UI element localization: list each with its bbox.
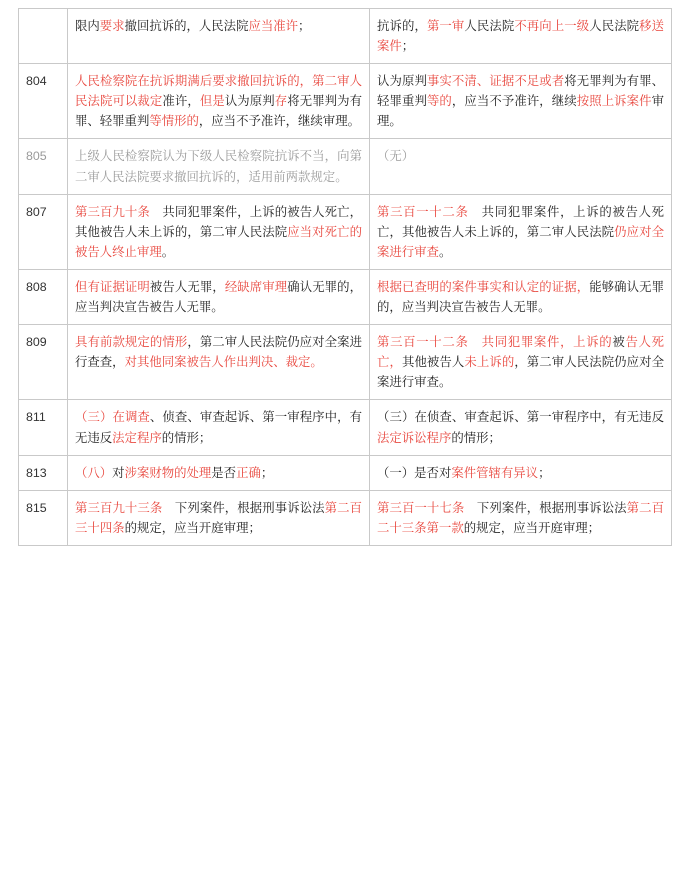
highlighted-text: 移送案件	[377, 19, 665, 54]
body-text: 。	[161, 244, 175, 259]
body-text: 人民法院	[589, 19, 640, 33]
row-right-text	[370, 139, 672, 194]
body-text: 抗诉的，	[377, 19, 427, 33]
body-text: 的规定，应当开庭审理；	[124, 520, 261, 535]
row-right-text	[370, 9, 672, 64]
body-text: 准许，	[162, 94, 200, 109]
body-text: 将无罪判为有罪、轻罪重判	[75, 94, 363, 129]
highlighted-text: 案件管辖有异议	[451, 465, 539, 480]
row-number: 805	[19, 139, 68, 194]
body-text: ；	[298, 19, 311, 33]
body-text: 下列案件，根据刑事诉讼法	[464, 500, 627, 515]
highlighted-text: 存	[274, 94, 288, 109]
body-text: 被	[612, 335, 626, 350]
body-text: ；	[538, 465, 551, 480]
highlighted-text: 仍应对全案进行审查	[377, 224, 665, 259]
row-number: 808	[19, 269, 68, 324]
body-text: （无）	[377, 149, 415, 164]
row-left-text	[68, 194, 370, 269]
highlighted-text: 调查	[124, 410, 150, 425]
table-row	[19, 455, 672, 490]
row-right-text	[370, 325, 672, 400]
highlighted-text: 法定程序	[112, 430, 162, 445]
highlighted-text: 法定诉讼程序	[377, 430, 452, 445]
body-text: 将无罪判为有罪、轻罪重判	[377, 74, 665, 109]
highlighted-text: 但有证据证明	[75, 279, 150, 294]
highlighted-text: 告人死亡，	[377, 335, 665, 370]
highlighted-text: 未上诉的	[464, 355, 515, 370]
highlighted-text: 第三百一十七条	[377, 500, 465, 515]
row-right-text	[370, 194, 672, 269]
highlighted-text: 要求	[99, 19, 125, 33]
row-number: 807	[19, 194, 68, 269]
comparison-table	[18, 8, 672, 546]
table-row	[19, 194, 672, 269]
body-text: 撤回抗诉的，人民法院	[124, 19, 249, 33]
body-text: ，应当不予准许，继续	[451, 94, 577, 109]
body-text: 共同犯罪案件，上诉的被告人死亡，其他被告人未上诉的，第二审人民法院	[75, 204, 363, 239]
row-number: 813	[19, 455, 68, 490]
row-left-text	[68, 139, 370, 194]
highlighted-text: 正确	[236, 465, 261, 480]
body-text: 对	[112, 465, 125, 480]
body-text: 能够确认无罪的，应当判决宣告被告人无罪。	[377, 279, 665, 315]
row-right-text	[370, 490, 672, 545]
body-text: 被告人无罪，	[149, 279, 225, 294]
body-text: 、侦查、审查起诉、第一审程序中，有无违反	[75, 410, 363, 445]
row-left-text	[68, 490, 370, 545]
row-number: 809	[19, 325, 68, 400]
highlighted-text: （八）	[75, 465, 113, 480]
body-text: 共同犯罪案件，上诉的被告人死亡，其他被告人未上诉的，第二审人民法院	[377, 204, 665, 239]
body-text: 是否	[211, 465, 237, 480]
highlighted-text: （三）在	[75, 410, 125, 425]
row-left-text	[68, 325, 370, 400]
table-row	[19, 400, 672, 455]
highlighted-text: 按照上诉案件	[576, 94, 652, 109]
table-row	[19, 325, 672, 400]
highlighted-text: 涉案财物的处理	[124, 465, 212, 480]
body-text: 下列案件，根据刑事诉讼法	[162, 500, 325, 515]
body-text: （一）是否对	[377, 465, 452, 480]
row-number	[19, 9, 68, 64]
row-left-text	[68, 64, 370, 139]
table-row	[19, 490, 672, 545]
highlighted-text: 经缺席审理	[224, 279, 288, 294]
body-text: 的规定，应当开庭审理；	[463, 520, 601, 535]
body-text: ，应当不予准许，继续审理。	[198, 114, 360, 129]
table-row	[19, 269, 672, 324]
row-number: 815	[19, 490, 68, 545]
row-number: 811	[19, 400, 68, 455]
body-text: 其他被告人	[401, 355, 465, 370]
body-text: 的情形；	[451, 430, 501, 445]
body-text: （三）在侦查、审查起诉、第一审程序中，有无违反	[377, 410, 664, 425]
highlighted-text: 不再向上一级	[514, 19, 590, 33]
highlighted-text: 具有前款规定的情形	[75, 335, 188, 350]
highlighted-text: 等情形的	[149, 114, 199, 129]
row-right-text	[370, 269, 672, 324]
row-right-text	[370, 455, 672, 490]
row-right-text	[370, 400, 672, 455]
body-text: ，第二审人民法院仍应对全案进行审查。	[377, 355, 665, 390]
highlighted-text: 第二百二十三条第一款	[377, 500, 665, 535]
highlighted-text: 事实不清、证据不足或者	[426, 74, 565, 89]
highlighted-text: 第三百九十条	[75, 204, 150, 219]
highlighted-text: 但是	[199, 94, 225, 109]
highlighted-text: 等的	[426, 94, 452, 109]
body-text: ；	[260, 465, 274, 480]
highlighted-text: 人民检察院在抗诉期满后要求撤回抗诉的，第二审人民法院可以裁定	[75, 74, 362, 109]
row-left-text	[68, 269, 370, 324]
body-text: 上级人民检察院认为下级人民检察院抗诉不当，向第二审人民法院要求撤回抗诉的，适用前两款规定。	[75, 149, 362, 184]
body-text: 人民法院	[464, 19, 515, 33]
highlighted-text: 根据已查明的案件事实和认定的证据，	[377, 279, 590, 294]
highlighted-text: 第一审	[426, 19, 465, 33]
body-text: 认为原判	[224, 94, 275, 109]
row-number: 804	[19, 64, 68, 139]
body-text: 审理。	[377, 94, 665, 129]
body-text: 认为原判	[377, 74, 427, 89]
row-right-text	[370, 64, 672, 139]
highlighted-text: 第二百三十四条	[75, 500, 363, 535]
highlighted-text: 应当对死亡的被告人终止审理	[75, 224, 363, 259]
body-text: 的情形；	[161, 430, 212, 445]
row-left-text	[68, 9, 370, 64]
body-text: 。	[438, 244, 452, 259]
highlighted-text: 第三百一十二条	[377, 204, 469, 219]
highlighted-text: 第三百一十二条 共同犯罪案件，上诉的	[377, 335, 613, 350]
body-text: 限内	[75, 19, 100, 33]
body-text: ；	[401, 39, 415, 54]
body-text: 确认无罪的，应当判决宣告被告人无罪。	[75, 279, 363, 315]
row-left-text	[68, 400, 370, 455]
highlighted-text: 第三百九十三条	[75, 500, 163, 515]
table-row	[19, 64, 672, 139]
highlighted-text: 应当准许	[248, 19, 299, 33]
row-left-text	[68, 455, 370, 490]
table-row	[19, 9, 672, 64]
table-row	[19, 139, 672, 194]
body-text: ，第二审人民法院仍应对全案进行查查，	[75, 335, 363, 370]
highlighted-text: 对其他同案被告人作出判决、裁定。	[124, 355, 323, 370]
